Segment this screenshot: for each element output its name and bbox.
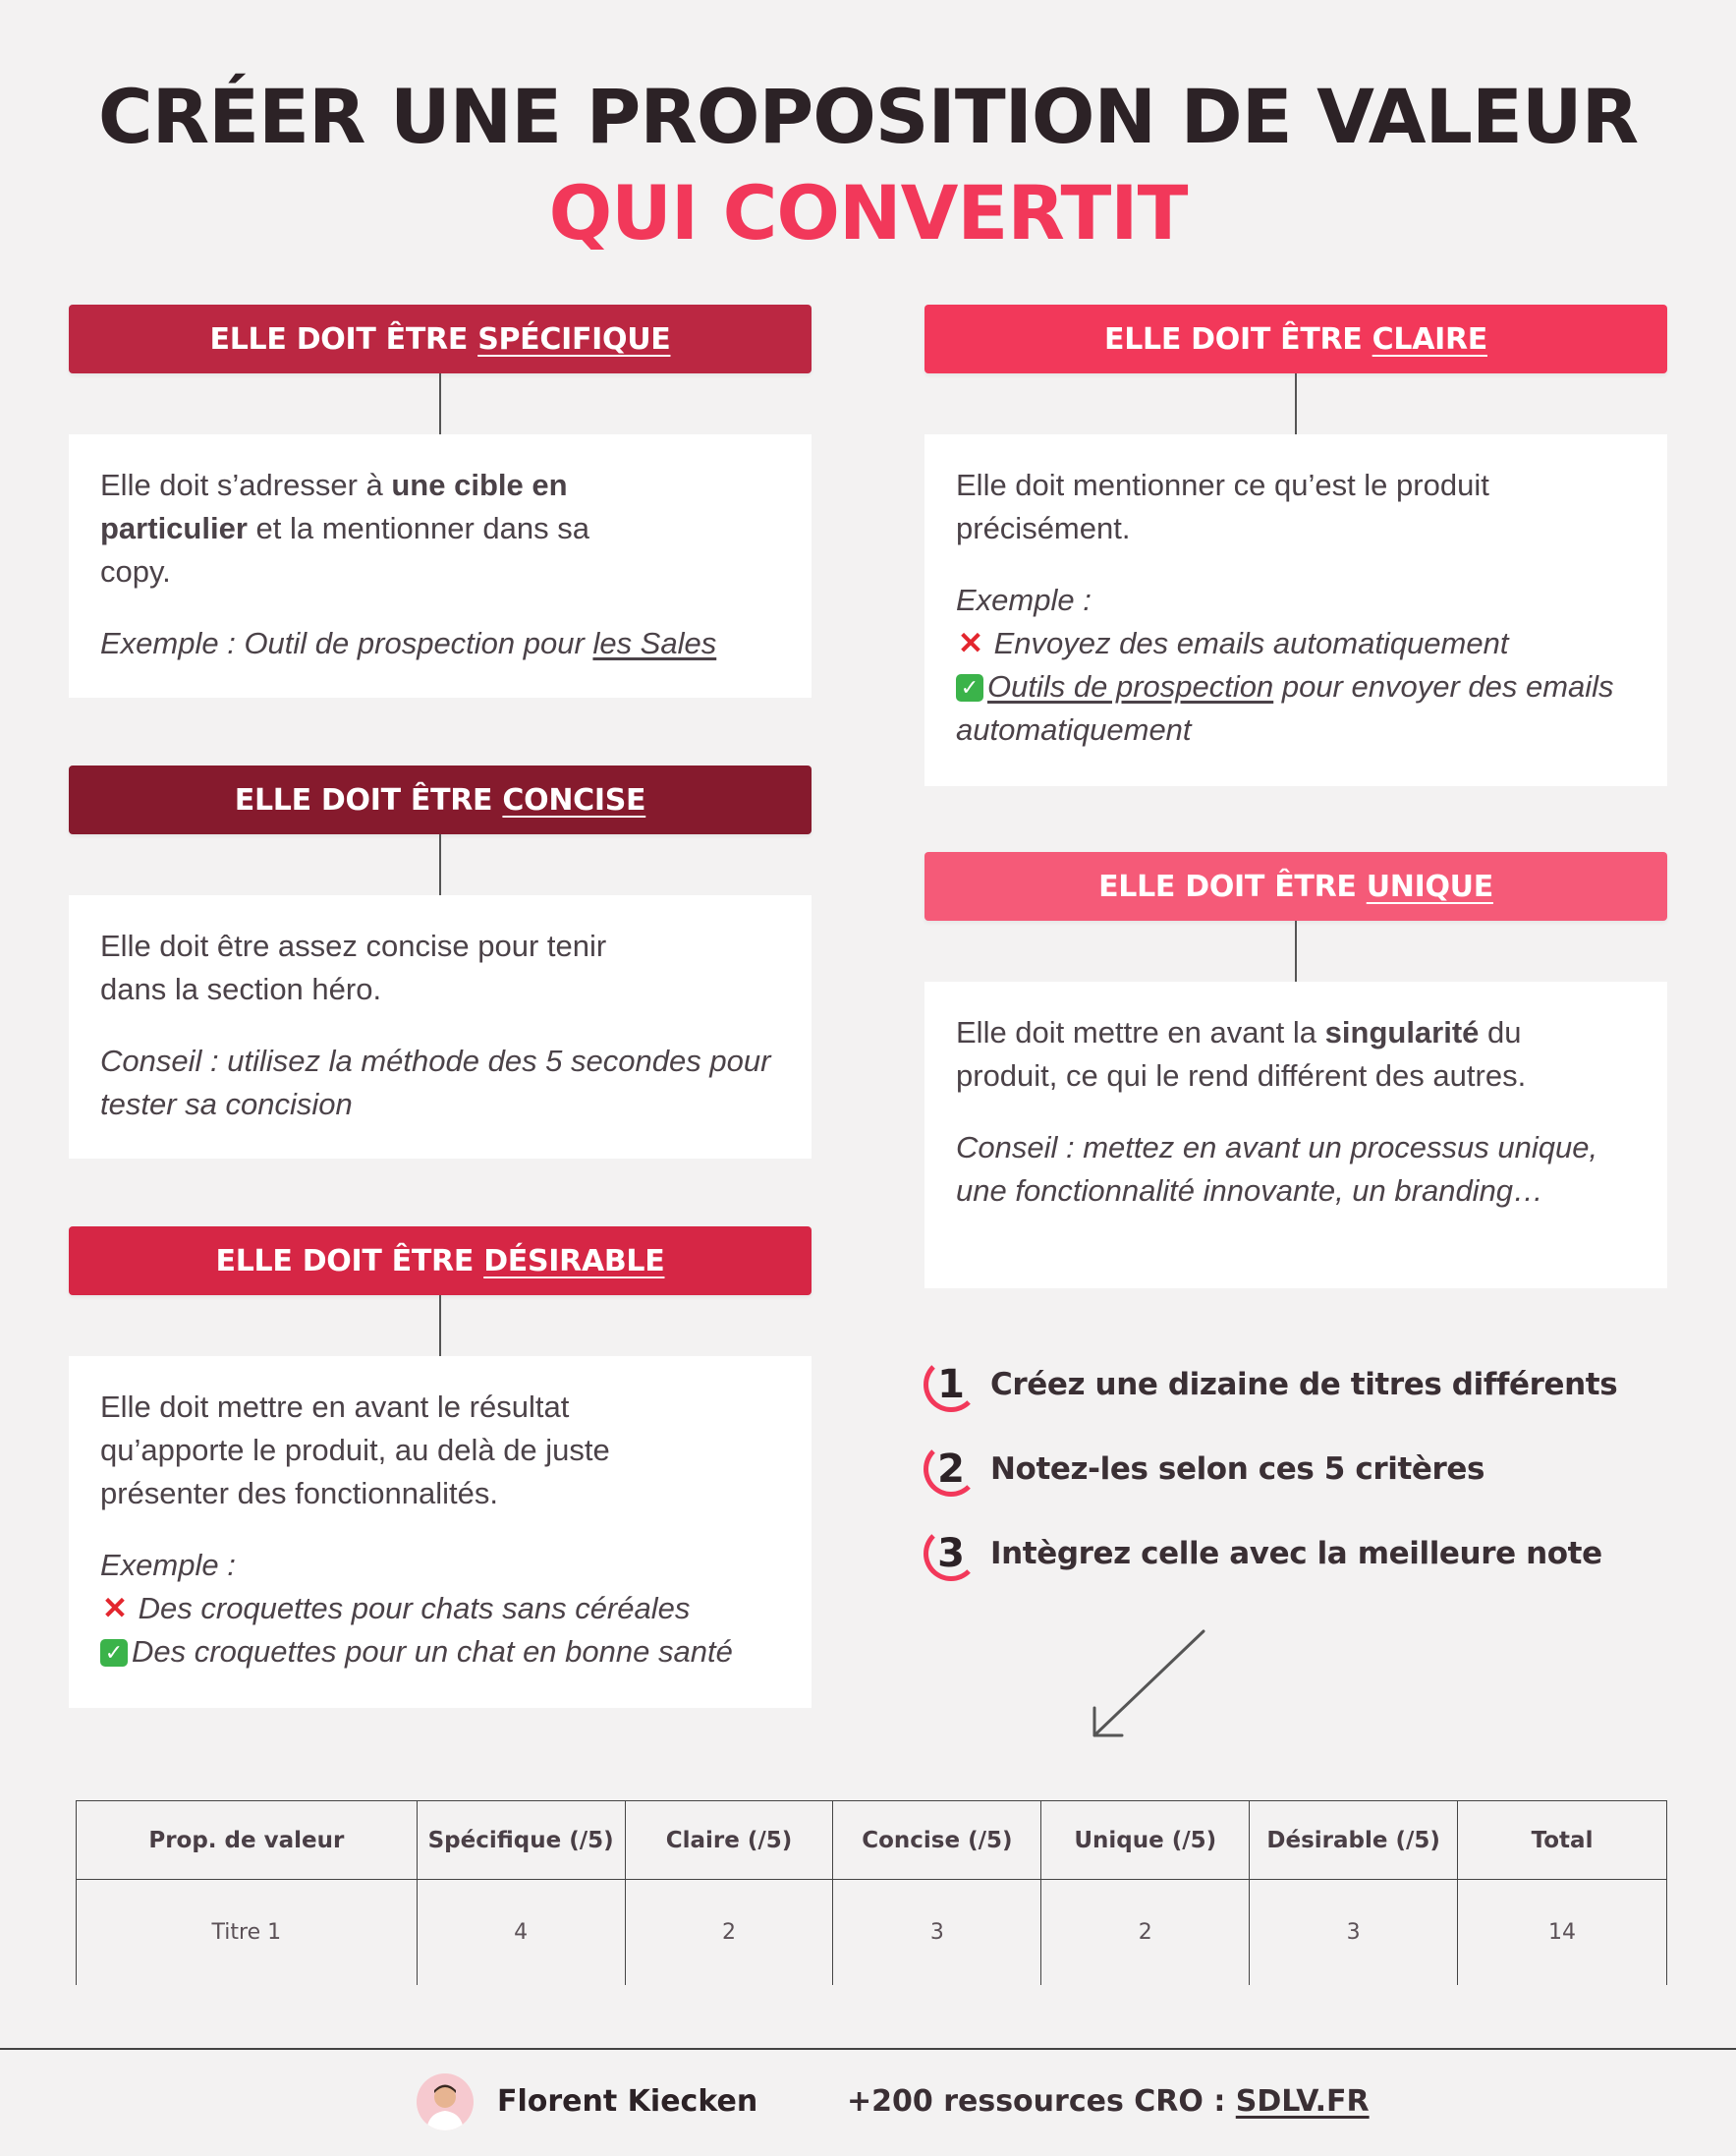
section-claire — [924, 305, 1667, 786]
table-cell: 2 — [1041, 1880, 1250, 1986]
connector-line — [439, 373, 441, 434]
connector-line — [439, 834, 441, 895]
good-example-underline: Outils de prospection — [987, 669, 1274, 704]
header-prefix: ELLE DOIT ÊTRE — [209, 321, 469, 357]
step-number-icon: 3 — [924, 1526, 979, 1581]
cross-mark-icon: ✕ — [102, 1591, 128, 1625]
footer — [0, 2073, 1736, 2132]
cross-mark-icon: ✕ — [958, 626, 983, 660]
good-example: pour envoyer des emails automatiquement — [956, 669, 1614, 747]
card-text: Elle doit mettre en avant le résultat qu’apporte le produit, au delà de juste présenter des fonctionnalités. — [100, 1390, 610, 1510]
title-line-2: QUI CONVERTIT — [548, 169, 1188, 256]
header-keyword: DÉSIRABLE — [483, 1243, 665, 1278]
table-cell: 14 — [1458, 1880, 1667, 1986]
section-unique — [924, 852, 1667, 1288]
card-text: du produit, ce qui le rend différent des autres. — [956, 1015, 1527, 1093]
good-example: Des croquettes pour un chat en bonne santé — [132, 1634, 733, 1669]
card-text-bold: singularité — [1324, 1015, 1480, 1050]
card-text: Elle doit s’adresser à — [100, 468, 392, 502]
steps-list — [924, 1354, 1690, 1608]
step-item — [924, 1439, 1690, 1500]
column-header: Désirable (/5) — [1250, 1801, 1458, 1880]
connector-line — [439, 1295, 441, 1356]
section-card-unique — [924, 982, 1667, 1288]
step-text: Intègrez celle avec la meilleure note — [990, 1536, 1602, 1571]
footer-divider — [0, 2048, 1736, 2050]
author-name: Florent Kiecken — [497, 2084, 758, 2119]
step-number-icon: 1 — [924, 1357, 979, 1412]
card-text: Elle doit mettre en avant la — [956, 1015, 1325, 1050]
card-text: Elle doit mentionner ce qu’est le produit précisément. — [956, 468, 1489, 545]
section-header-specifique — [69, 305, 812, 373]
example-label: Exemple : — [956, 583, 1092, 617]
column-header: Prop. de valeur — [77, 1801, 418, 1880]
header-prefix: ELLE DOIT ÊTRE — [215, 1243, 475, 1278]
header-prefix: ELLE DOIT ÊTRE — [1098, 869, 1357, 904]
check-mark-icon: ✓ — [100, 1639, 128, 1667]
step-number-icon: 2 — [924, 1442, 979, 1497]
section-card-concise — [69, 895, 812, 1159]
promo-label: +200 ressources CRO : — [847, 2084, 1236, 2119]
card-text-bold: une cible en particulier — [100, 468, 568, 545]
bad-example: Des croquettes pour chats sans céréales — [138, 1591, 691, 1625]
avatar — [417, 2073, 474, 2130]
bad-example: Envoyez des emails automatiquement — [993, 626, 1509, 660]
section-desirable — [69, 1226, 812, 1708]
step-text: Notez-les selon ces 5 critères — [990, 1451, 1485, 1487]
header-keyword: UNIQUE — [1366, 869, 1493, 904]
column-header: Unique (/5) — [1041, 1801, 1250, 1880]
header-prefix: ELLE DOIT ÊTRE — [1104, 321, 1363, 357]
table-cell: 4 — [417, 1880, 625, 1986]
example-text: Exemple : Outil de prospection pour — [100, 626, 593, 660]
header-keyword: CLAIRE — [1372, 321, 1487, 357]
tip-text: Conseil : utilisez la méthode des 5 secondes pour tester sa concision — [100, 1044, 771, 1121]
column-header: Concise (/5) — [833, 1801, 1041, 1880]
tip-text: Conseil : mettez en avant un processus unique, une fonctionnalité innovante, un branding… — [956, 1130, 1598, 1208]
arrow-down-left-icon — [1081, 1621, 1218, 1749]
header-keyword: SPÉCIFIQUE — [477, 321, 671, 357]
section-header-claire — [924, 305, 1667, 373]
step-text: Créez une dizaine de titres différents — [990, 1367, 1618, 1402]
column-header: Spécifique (/5) — [417, 1801, 625, 1880]
connector-line — [1295, 373, 1297, 434]
promo-text — [847, 2084, 1370, 2119]
section-concise — [69, 766, 812, 1159]
column-header: Total — [1458, 1801, 1667, 1880]
column-header: Claire (/5) — [625, 1801, 833, 1880]
section-specifique — [69, 305, 812, 698]
card-text: et la mentionner dans sa copy. — [100, 511, 589, 589]
example-underline: les Sales — [592, 626, 717, 660]
section-card-claire — [924, 434, 1667, 786]
card-text: Elle doit être assez concise pour tenir dans la section héro. — [100, 929, 607, 1006]
check-mark-icon: ✓ — [956, 674, 983, 702]
table-row — [77, 1880, 1667, 1986]
table-cell: 3 — [833, 1880, 1041, 1986]
table-cell: 3 — [1250, 1880, 1458, 1986]
example-label: Exemple : — [100, 1548, 236, 1582]
connector-line — [1295, 921, 1297, 982]
section-header-concise — [69, 766, 812, 834]
step-item — [924, 1523, 1690, 1584]
header-keyword: CONCISE — [502, 782, 646, 818]
table-header-row — [77, 1801, 1667, 1880]
section-header-unique — [924, 852, 1667, 921]
header-prefix: ELLE DOIT ÊTRE — [234, 782, 493, 818]
section-card-desirable — [69, 1356, 812, 1708]
table-cell: Titre 1 — [77, 1880, 418, 1986]
table-cell: 2 — [625, 1880, 833, 1986]
title-line-1: CRÉER UNE PROPOSITION DE VALEUR — [97, 73, 1639, 160]
promo-link[interactable]: SDLV.FR — [1235, 2084, 1370, 2119]
page-title — [0, 69, 1736, 261]
step-item — [924, 1354, 1690, 1415]
section-card-specifique — [69, 434, 812, 698]
scoring-table — [76, 1800, 1667, 1985]
section-header-desirable — [69, 1226, 812, 1295]
